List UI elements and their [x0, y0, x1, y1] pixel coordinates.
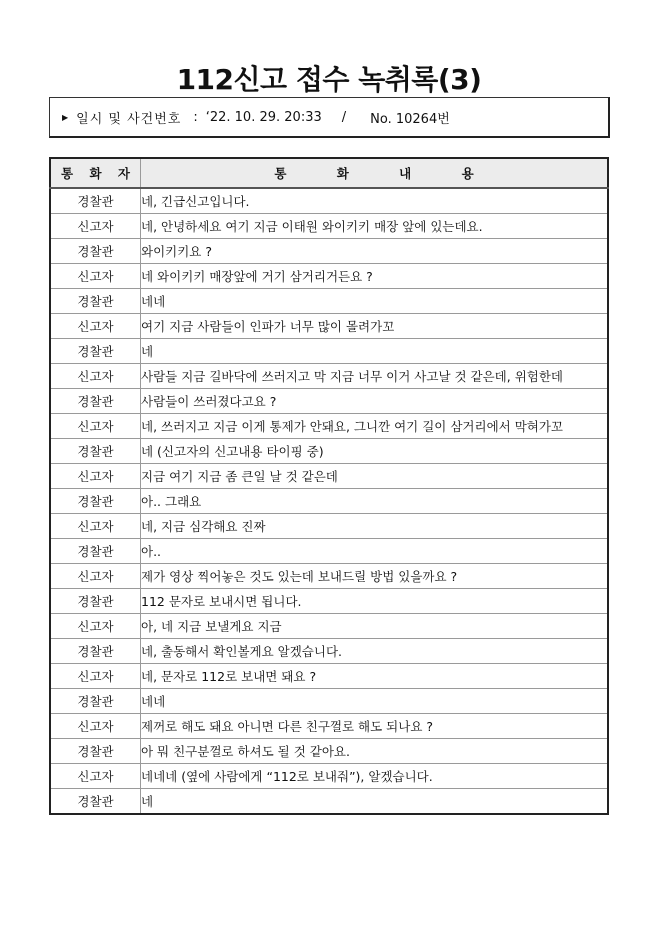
header-speaker: 통 화 자 [50, 158, 141, 188]
speaker-cell: 신고자 [50, 564, 141, 589]
speaker-cell: 신고자 [50, 214, 141, 239]
speaker-cell: 신고자 [50, 764, 141, 789]
table-row [50, 389, 608, 414]
content-cell: 네 [141, 339, 609, 364]
speaker-cell: 경찰관 [50, 789, 141, 815]
triangle-right-icon: ▶ [62, 112, 69, 122]
document-title: 112신고 접수 녹취록(3) [176, 63, 482, 96]
speaker-cell: 신고자 [50, 464, 141, 489]
table-row [50, 464, 608, 489]
speaker-cell: 경찰관 [50, 339, 141, 364]
content-cell: 지금 여기 지금 좀 큰일 날 것 같은데 [141, 464, 609, 489]
content-cell: 아.. 그래요 [141, 489, 609, 514]
table-row [50, 614, 608, 639]
speaker-cell: 경찰관 [50, 689, 141, 714]
speaker-cell: 경찰관 [50, 739, 141, 764]
content-cell: 와이키키요 ? [141, 239, 609, 264]
content-cell: 네, 긴급신고입니다. [141, 188, 609, 214]
content-cell: 네, 문자로 112로 보내면 돼요 ? [141, 664, 609, 689]
table-row [50, 639, 608, 664]
table-row [50, 489, 608, 514]
case-info-separator: : [193, 109, 198, 125]
content-cell: 아.. [141, 539, 609, 564]
speaker-cell: 경찰관 [50, 589, 141, 614]
header-content: 통 화 내 용 [141, 158, 609, 188]
speaker-cell: 신고자 [50, 364, 141, 389]
speaker-cell: 신고자 [50, 714, 141, 739]
speaker-cell: 경찰관 [50, 489, 141, 514]
speaker-cell: 신고자 [50, 614, 141, 639]
content-cell: 네 (신고자의 신고내용 타이핑 중) [141, 439, 609, 464]
table-row [50, 539, 608, 564]
content-cell: 112 문자로 보내시면 됩니다. [141, 589, 609, 614]
case-info-slash: / [341, 109, 347, 125]
table-row [50, 664, 608, 689]
content-cell: 제가 영상 찍어놓은 것도 있는데 보내드릴 방법 있을까요 ? [141, 564, 609, 589]
table-row [50, 439, 608, 464]
speaker-cell: 경찰관 [50, 188, 141, 214]
table-row [50, 739, 608, 764]
table-row [50, 214, 608, 239]
speaker-cell: 신고자 [50, 514, 141, 539]
table-row [50, 314, 608, 339]
table-row [50, 188, 608, 214]
table-row [50, 264, 608, 289]
table-row [50, 339, 608, 364]
table-row [50, 714, 608, 739]
content-cell: 네네 [141, 289, 609, 314]
content-cell: 아, 네 지금 보낼게요 지금 [141, 614, 609, 639]
table-row [50, 239, 608, 264]
speaker-cell: 경찰관 [50, 389, 141, 414]
speaker-cell: 신고자 [50, 414, 141, 439]
table-row [50, 564, 608, 589]
table-row [50, 414, 608, 439]
content-cell: 사람들 지금 길바닥에 쓰러지고 막 지금 너무 이거 사고날 것 같은데, 위험한데 [141, 364, 609, 389]
content-cell: 네, 출동해서 확인볼게요 알겠습니다. [141, 639, 609, 664]
case-info-label: 일시 및 사건번호 [76, 111, 182, 127]
content-cell: 네, 안녕하세요 여기 지금 이태원 와이키키 매장 앞에 있는데요. [141, 214, 609, 239]
content-cell: 아 뭐 친구분껄로 하셔도 될 것 같아요. [141, 739, 609, 764]
case-number: No. 10264번 [370, 111, 450, 127]
content-cell: 제꺼로 해도 돼요 아니면 다른 친구껄로 해도 되나요 ? [141, 714, 609, 739]
table-header-row [50, 158, 608, 188]
content-cell: 여기 지금 사람들이 인파가 너무 많이 몰려가꼬 [141, 314, 609, 339]
case-datetime: ‘22. 10. 29. 20:33 [205, 109, 322, 125]
speaker-cell: 신고자 [50, 314, 141, 339]
content-cell: 사람들이 쓰러졌다고요 ? [141, 389, 609, 414]
table-row [50, 589, 608, 614]
speaker-cell: 경찰관 [50, 289, 141, 314]
table-row [50, 689, 608, 714]
content-cell: 네, 쓰러지고 지금 이게 통제가 안돼요, 그니깐 여기 길이 삼거리에서 막혀가꼬 [141, 414, 609, 439]
table-row [50, 289, 608, 314]
transcript-table [49, 157, 609, 815]
speaker-cell: 신고자 [50, 664, 141, 689]
speaker-cell: 경찰관 [50, 539, 141, 564]
content-cell: 네네네 (옆에 사람에게 “112로 보내줘”), 알겠습니다. [141, 764, 609, 789]
speaker-cell: 신고자 [50, 264, 141, 289]
speaker-cell: 경찰관 [50, 439, 141, 464]
speaker-cell: 경찰관 [50, 239, 141, 264]
table-row [50, 364, 608, 389]
speaker-cell: 경찰관 [50, 639, 141, 664]
content-cell: 네 와이키키 매장앞에 거기 삼거리거든요 ? [141, 264, 609, 289]
table-row [50, 764, 608, 789]
content-cell: 네, 지금 심각해요 진짜 [141, 514, 609, 539]
content-cell: 네 [141, 789, 609, 815]
table-row [50, 789, 608, 815]
table-row [50, 514, 608, 539]
content-cell: 네네 [141, 689, 609, 714]
case-info-box [49, 97, 610, 138]
